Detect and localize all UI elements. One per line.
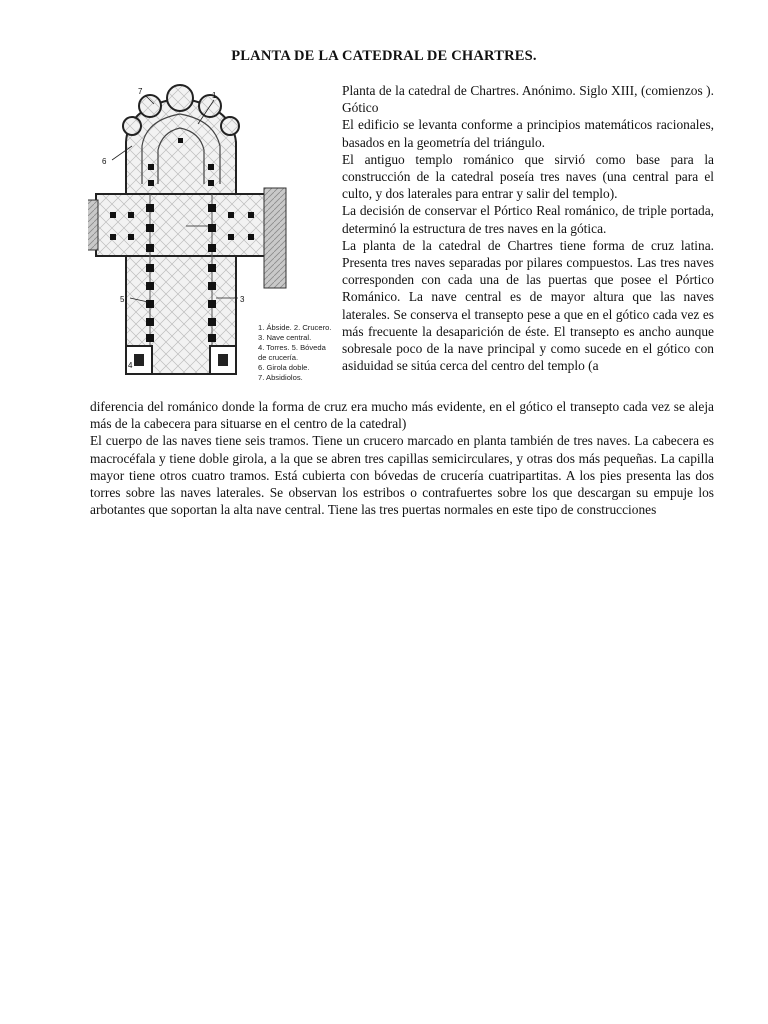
paragraph: El antiguo templo románico que sirvió como base para la construcción de la catedral poseía tres naves (una central para el culto, y dos laterales para entrar y salir del templo). xyxy=(342,151,714,202)
chapel-shape xyxy=(221,117,239,135)
legend-line: 6. Girola doble. xyxy=(258,363,310,372)
legend-line: 4. Torres. 5. Bóveda xyxy=(258,343,326,352)
chapel-shape xyxy=(139,95,161,117)
legend-line: 7. Absidiolos. xyxy=(258,373,303,382)
cathedral-floor-plan xyxy=(88,84,338,384)
paragraph: La planta de la catedral de Chartres tiene forma de cruz latina. Presenta tres naves separadas por pilares compuestos. Las tres naves corresponden con cada una de las puertas que posee el Pórtico Románico. La nave central es de mayor altura que las naves laterales. Se conserva el transepto pese a que en el gótico cada vez es más frecuente la desaparición de éste. El transepto es ancho aunque sobresale poco de la nave principal y como sucede en el gótico con asiduidad se sitúa cerca del centro del templo (a xyxy=(342,237,714,374)
floor-plan-drawing xyxy=(88,84,338,384)
document-title: PLANTA DE LA CATEDRAL DE CHARTRES. xyxy=(231,48,537,64)
callout-label: 7 xyxy=(138,87,143,96)
transept-porch-right xyxy=(264,188,286,288)
callout-label: 2 xyxy=(208,223,213,232)
paragraph-continuation: diferencia del románico donde la forma de cruz era mucho más evidente, en el gótico el transepto cada vez se aleja más de la cabecera para situarse en el centro de la catedral) xyxy=(90,399,714,432)
paragraph: La decisión de conservar el Pórtico Real románico, de triple portada, determinó la estructura de tres naves en la gótica. xyxy=(342,203,714,236)
callout-label: 6 xyxy=(102,157,107,166)
chapel-shape xyxy=(167,85,193,111)
callout-label: 4 xyxy=(128,361,133,370)
chapel-shape xyxy=(123,117,141,135)
transept-porch-left xyxy=(88,200,98,250)
paragraph: Planta de la catedral de Chartres. Anónimo. Siglo XIII, (comienzos ). Gótico xyxy=(342,83,714,116)
legend-line: 1. Ábside. 2. Crucero. xyxy=(258,323,332,332)
paragraph: El edificio se levanta conforme a principios matemáticos racionales, basados en la geometría del triángulo. xyxy=(342,117,714,150)
legend-line: 3. Nave central. xyxy=(258,333,312,342)
callout-label: 5 xyxy=(120,295,125,304)
legend-line: de crucería. xyxy=(258,353,299,362)
callout-label: 3 xyxy=(240,295,245,304)
callout-label: 1 xyxy=(212,91,217,100)
transept-outline xyxy=(96,194,266,256)
paragraph: El cuerpo de las naves tiene seis tramos. Tiene un crucero marcado en planta también de tres naves. La cabecera es macrocéfala y tiene doble girola, a la que se abren tres capillas semicirculares, y otras dos más pequeñas. La capilla mayor tiene otros cuatro tramos. Está cubierta con bóvedas de crucería cuatripartitas. A los pies presenta las dos torres sobre las naves laterales. Se observan los estribos o contrafuertes sobre los que descargan su empuje los arbotantes que soportan la alta nave central. Tiene las tres puertas normales en este tipo de construcciones xyxy=(90,433,714,518)
full-width-text xyxy=(90,398,714,518)
plan-legend xyxy=(258,323,331,382)
side-text-column xyxy=(342,82,714,374)
